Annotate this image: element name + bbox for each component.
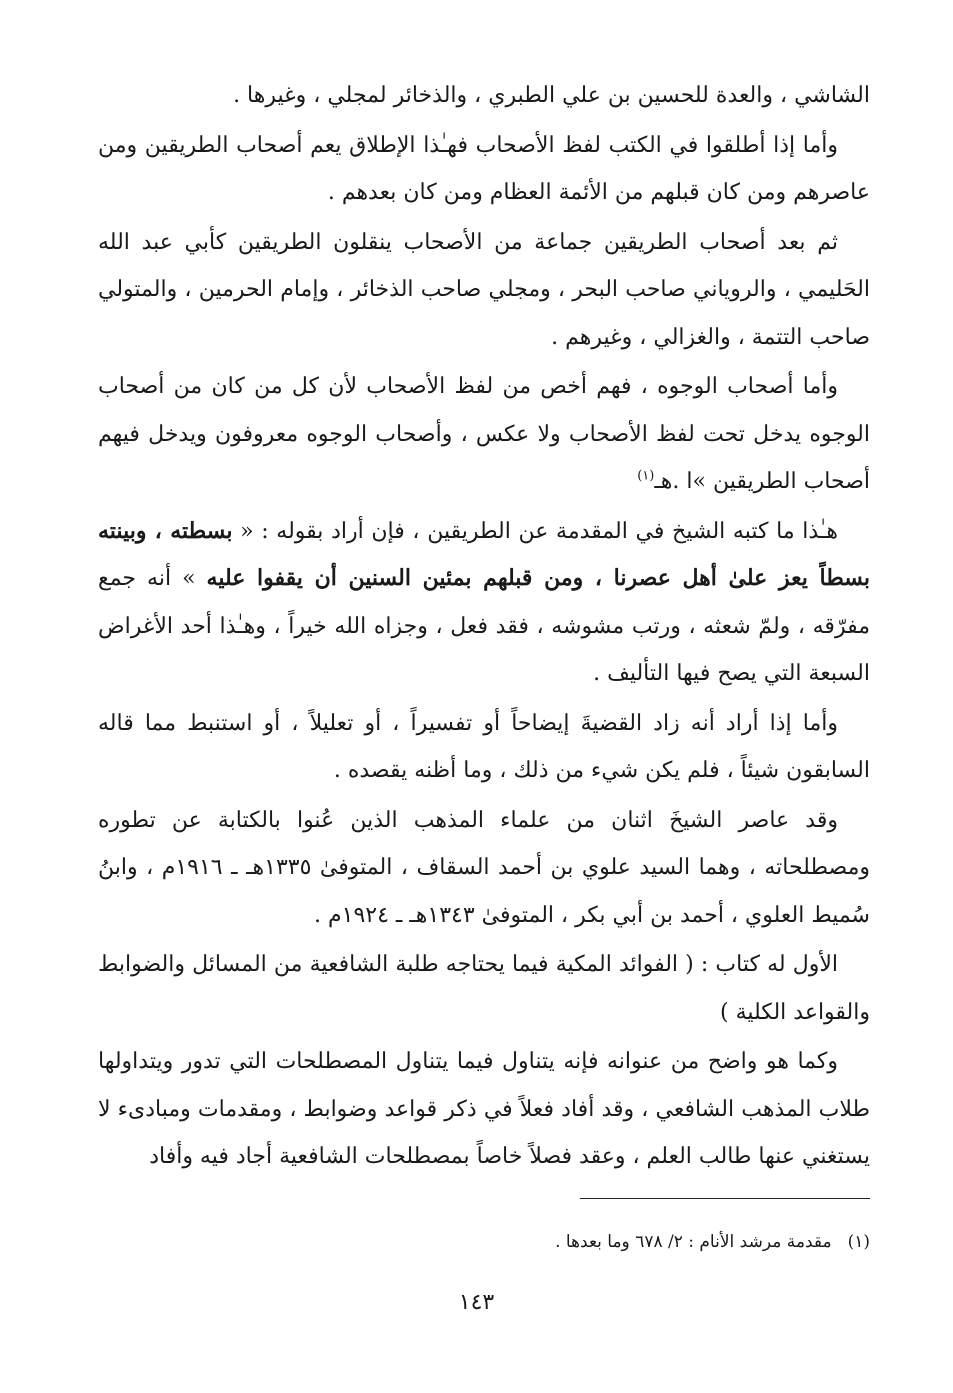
footnote [98, 1232, 870, 1252]
paragraph-4-text: وأما أصحاب الوجوه ، فهم أخص من لفظ الأصحاب لأن كل من كان من أصحاب الوجوه يدخل تحت لفظ الأصحاب ولا عكس ، وأصحاب الوجوه معروفون ويدخل فيهم أصحاب الطريقين »ا .هـ [98, 374, 870, 494]
paragraph-3: ثم بعد أصحاب الطريقين جماعة من الأصحاب ينقلون الطريقين كأبي عبد الله الحَليمي ، والروياني صاحب البحر ، ومجلي صاحب الذخائر ، وإمام الحرمين ، والمتولي صاحب التتمة ، والغزالي ، وغيرهم . [98, 229, 870, 350]
paragraph-1: الشاشي ، والعدة للحسين بن علي الطبري ، والذخائر لمجلي ، وغيرها . [233, 83, 870, 108]
paragraph-5-rest: » أنه جمع مفرّقه ، ولمّ شعثه ، ورتب مشوشه ، فقد فعل ، وجزاه الله خيراً ، وهـٰذا أحد الأغراض السبعة التي يصح فيها التأليف . [98, 566, 870, 686]
paragraph-2: وأما إذا أطلقوا في الكتب لفظ الأصحاب فهـٰذا الإطلاق يعم أصحاب الطريقين ومن عاصرهم ومن كان قبلهم من الأئمة العظام ومن كان بعدهم . [98, 132, 870, 205]
page-body [98, 72, 870, 1181]
footnote-divider [580, 1198, 870, 1199]
page-number: ١٤٣ [458, 1290, 495, 1315]
footnote-text: مقدمة مرشد الأنام : ٢/ ٦٧٨ وما بعدها . [555, 1232, 832, 1252]
footnote-number: (١) [847, 1232, 870, 1252]
paragraph-6: وأما إذا أراد أنه زاد القضيةَ إيضاحاً أو تفسيراً ، أو تعليلاً ، أو استنبط مما قاله السابقون شيئاً ، فلم يكن شيء من ذلك ، وما أظنه يقصده . [98, 710, 870, 783]
footnote-reference: (١) [637, 468, 655, 484]
paragraph-5-quote: بسطته ، وبينته بسطاً يعز علىٰ أهل عصرنا ، ومن قبلهم بمئين السنين أن يقفوا عليه [98, 517, 870, 591]
paragraph-4 [98, 363, 870, 506]
paragraph-7: وقد عاصر الشيخَ اثنان من علماء المذهب الذين عُنوا بالكتابة عن تطوره ومصطلحاته ، وهما السيد علوي بن أحمد السقاف ، المتوفىٰ ١٣٣٥هـ ـ ١٩١٦م ، وابنُ سُميط العلوي ، أحمد بن أبي بكر ، المتوفىٰ ١٣٤٣هـ ـ ١٩٢٤م . [98, 807, 870, 928]
paragraph-5 [98, 508, 870, 698]
paragraph-9: وكما هو واضح من عنوانه فإنه يتناول فيما يتناول المصطلحات التي تدور ويتداولها طلاب المذهب الشافعي ، وقد أفاد فعلاً في ذكر قواعد وضوابط ، ومقدمات ومبادىء لا يستغني عنها طالب العلم ، وعقد فصلاً خاصاً بمصطلحات الشافعية أجاد فيه وأفاد [98, 1049, 870, 1169]
paragraph-8: الأول له كتاب : ( الفوائد المكية فيما يحتاجه طلبة الشافعية من المسائل والضوابط والقواعد الكلية ) [98, 952, 870, 1025]
paragraph-5-intro: هـٰذا ما كتبه الشيخ في المقدمة عن الطريقين ، فإن أراد بقوله : « [232, 518, 838, 544]
